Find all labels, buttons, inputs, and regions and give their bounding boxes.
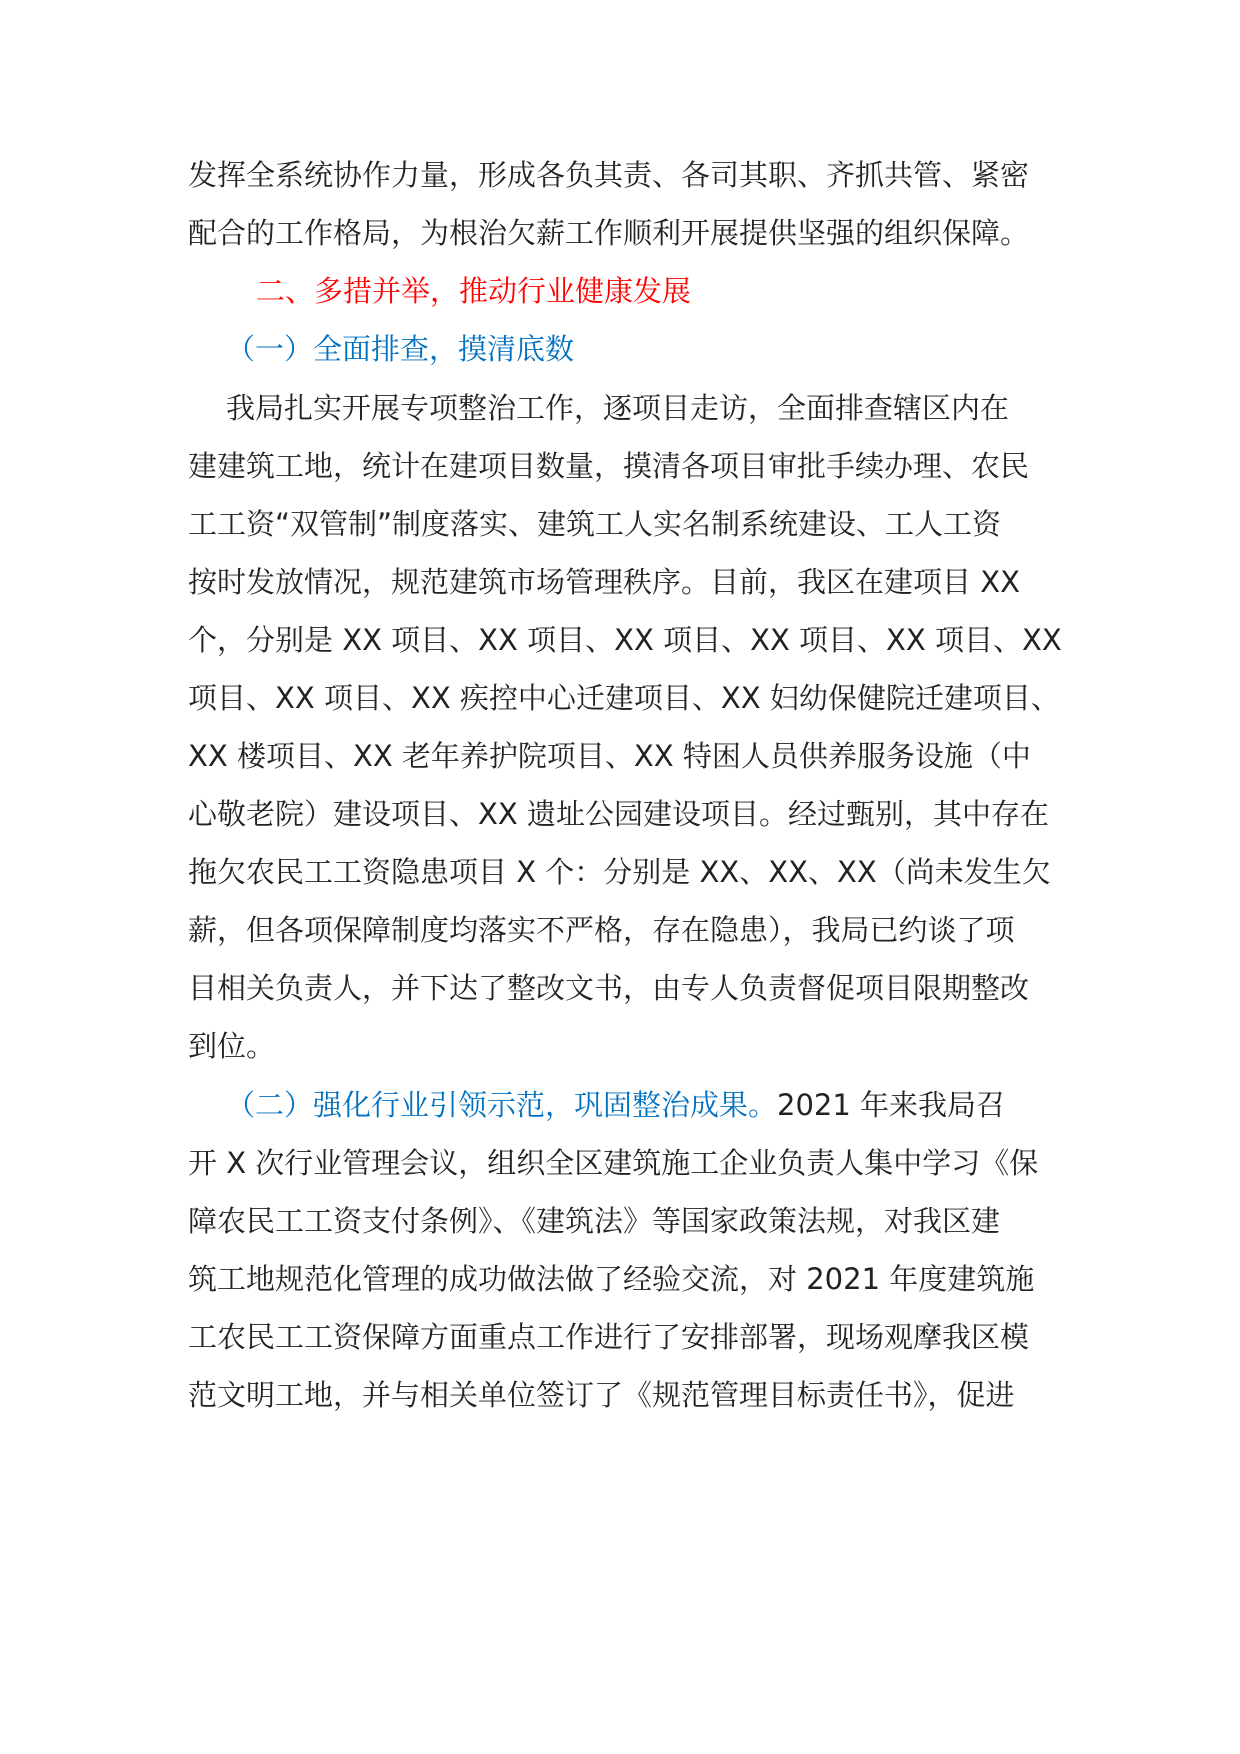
section-heading-2: 二、多措并举，推动行业健康发展 — [256, 274, 692, 308]
paragraph-line: 我局扎实开展专项整治工作，逐项目走访，全面排查辖区内在 — [226, 391, 1010, 425]
paragraph-line: 范文明工地，并与相关单位签订了《规范管理目标责任书》，促进 — [188, 1378, 1015, 1412]
subsection-heading-2: （二）强化行业引领示范，巩固整治成果。 — [226, 1088, 778, 1122]
paragraph-line: 发挥全系统协作力量，形成各负其责、各司其职、齐抓共管、紧密 — [188, 158, 1030, 192]
paragraph-line: 障农民工工资支付条例》、《建筑法》等国家政策法规，对我区建 — [188, 1204, 1001, 1238]
paragraph-line: 开 X 次行业管理会议，组织全区建筑施工企业负责人集中学习《保 — [188, 1146, 1039, 1180]
paragraph-line: 按时发放情况，规范建筑市场管理秩序。目前，我区在建项目 XX — [188, 565, 1020, 599]
paragraph-line: 筑工地规范化管理的成功做法做了经验交流，对 2021 年度建筑施 — [188, 1262, 1035, 1296]
paragraph-line: 拖欠农民工工资隐患项目 X 个：分别是 XX、XX、XX（尚未发生欠 — [188, 855, 1051, 889]
paragraph-line: 心敬老院）建设项目、XX 遗址公园建设项目。经过甄别，其中存在 — [188, 797, 1049, 831]
paragraph-line: 目相关负责人，并下达了整改文书，由专人负责督促项目限期整改 — [188, 971, 1030, 1005]
paragraph-line: XX 楼项目、XX 老年养护院项目、XX 特困人员供养服务设施（中 — [188, 739, 1031, 773]
paragraph-line: 项目、XX 项目、XX 疾控中心迁建项目、XX 妇幼保健院迁建项目、 — [188, 681, 1060, 715]
paragraph-line: 到位。 — [188, 1029, 276, 1063]
paragraph-line: 薪，但各项保障制度均落实不严格，存在隐患），我局已约谈了项 — [188, 913, 1015, 947]
paragraph-line: 工工资“双管制”制度落实、建筑工人实名制系统建设、工人工资 — [188, 507, 1002, 541]
subsection-heading-1: （一）全面排查，摸清底数 — [226, 332, 575, 366]
paragraph-line: 建建筑工地，统计在建项目数量，摸清各项目审批手续办理、农民 — [188, 449, 1030, 483]
subsection-heading-2-line — [226, 1085, 1005, 1125]
paragraph-line: 工农民工工资保障方面重点工作进行了安排部署，现场观摩我区模 — [188, 1320, 1030, 1354]
paragraph-line: 配合的工作格局，为根治欠薪工作顺利开展提供坚强的组织保障。 — [188, 216, 1030, 250]
paragraph-text: 2021 年来我局召 — [777, 1088, 1006, 1122]
paragraph-line: 个，分别是 XX 项目、XX 项目、XX 项目、XX 项目、XX 项目、XX — [188, 623, 1062, 657]
